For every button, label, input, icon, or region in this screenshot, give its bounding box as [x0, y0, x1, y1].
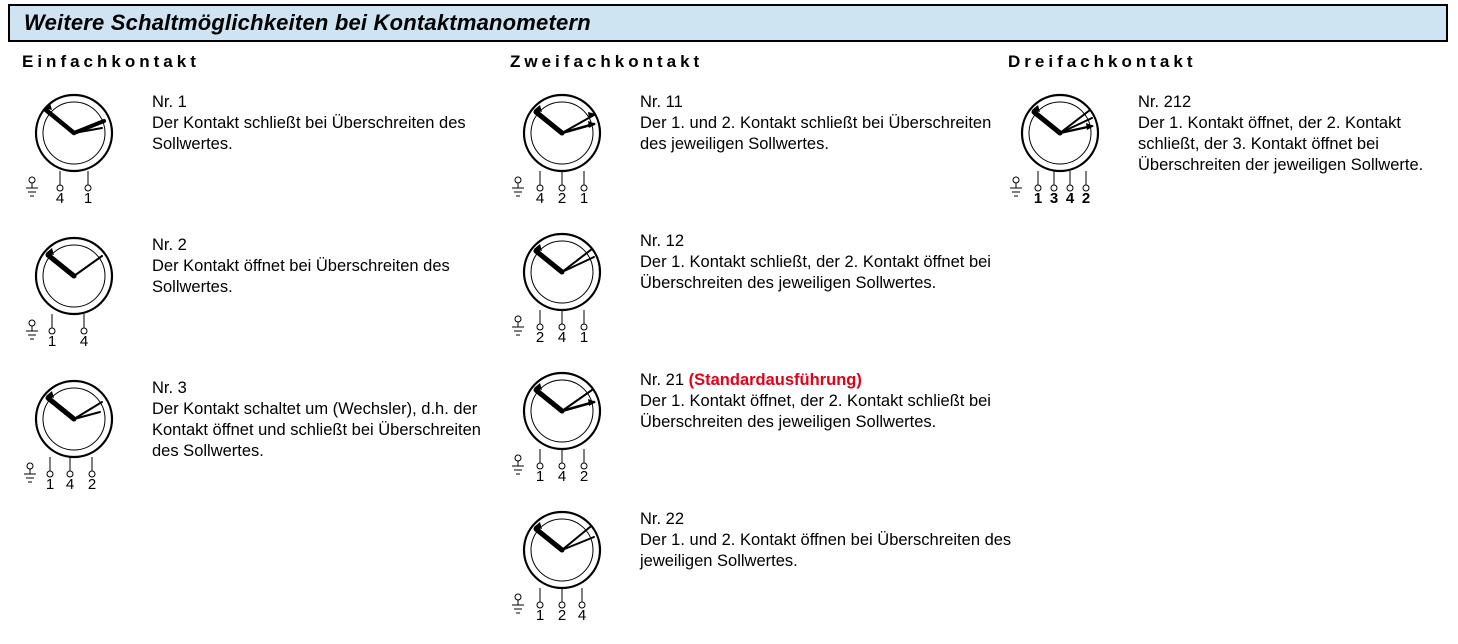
- item-title: Nr. 3: [152, 379, 187, 397]
- svg-text:4: 4: [577, 607, 587, 620]
- svg-text:2: 2: [1081, 190, 1091, 203]
- item-description: Der 1. Kontakt öffnet, der 2. Kontakt schließt, der 3. Kontakt öffnet bei Überschreiten der jeweiligen Sollwerte.: [1138, 114, 1424, 175]
- list-item: [510, 227, 1015, 342]
- svg-text:4: 4: [55, 190, 65, 203]
- item-description: Der Kontakt schließt bei Überschreiten des Sollwertes.: [152, 114, 466, 154]
- item-number: Nr. 21: [640, 371, 685, 389]
- svg-text:2: 2: [535, 329, 545, 342]
- standard-badge: (Standardausführung): [688, 371, 862, 389]
- svg-text:4: 4: [65, 476, 75, 489]
- column-zweifachkontakt: [510, 52, 1015, 644]
- svg-text:1: 1: [579, 329, 589, 342]
- gauge-diagram-nr22: [510, 505, 640, 620]
- column-einfachkontakt: [22, 52, 502, 517]
- svg-text:4: 4: [79, 333, 89, 346]
- column-dreifachkontakt: [1008, 52, 1453, 227]
- item-description: Der 1. und 2. Kontakt schließt bei Überschreiten des jeweiligen Sollwertes.: [640, 114, 992, 154]
- gauge-diagram-nr212: [1008, 88, 1138, 203]
- svg-text:1: 1: [45, 476, 55, 489]
- gauge-diagram-nr3: [22, 374, 152, 489]
- svg-text:1: 1: [579, 190, 589, 203]
- item-title: Nr. 22: [640, 510, 685, 528]
- item-description: Der 1. Kontakt schließt, der 2. Kontakt öffnet bei Überschreiten des jeweiligen Sollwertes.: [640, 253, 991, 293]
- svg-text:2: 2: [557, 190, 567, 203]
- list-item: [22, 88, 502, 203]
- list-item: [22, 231, 502, 346]
- gauge-diagram-nr2: [22, 231, 152, 346]
- gauge-diagram-nr21: [510, 366, 640, 481]
- svg-text:2: 2: [579, 468, 589, 481]
- svg-text:1: 1: [1033, 190, 1043, 203]
- svg-text:1: 1: [83, 190, 93, 203]
- svg-text:4: 4: [535, 190, 545, 203]
- item-title: [640, 370, 1015, 391]
- item-title: Nr. 11: [640, 93, 683, 111]
- svg-text:3: 3: [1049, 190, 1059, 203]
- svg-text:2: 2: [87, 476, 97, 489]
- svg-text:4: 4: [1065, 190, 1075, 203]
- item-description: Der Kontakt öffnet bei Überschreiten des Sollwertes.: [152, 257, 450, 297]
- gauge-diagram-nr1: [22, 88, 152, 203]
- svg-text:1: 1: [535, 607, 545, 620]
- item-title: Nr. 12: [640, 232, 685, 250]
- list-item: [510, 505, 1015, 620]
- svg-text:2: 2: [557, 607, 567, 620]
- column-heading: Dreifachkontakt: [1008, 52, 1197, 71]
- svg-text:1: 1: [535, 468, 545, 481]
- svg-text:1: 1: [47, 333, 57, 346]
- svg-text:4: 4: [557, 329, 567, 342]
- item-title: Nr. 1: [152, 93, 187, 111]
- column-heading: Zweifachkontakt: [510, 52, 704, 71]
- list-item: [1008, 88, 1453, 203]
- svg-text:4: 4: [557, 468, 567, 481]
- list-item: [510, 366, 1015, 481]
- gauge-diagram-nr12: [510, 227, 640, 342]
- list-item: [22, 374, 502, 489]
- header-banner: [8, 4, 1448, 42]
- page-title: Weitere Schaltmöglichkeiten bei Kontaktmanometern: [24, 10, 591, 35]
- item-title: Nr. 2: [152, 236, 187, 254]
- column-heading: Einfachkontakt: [22, 52, 200, 71]
- item-description: Der 1. und 2. Kontakt öffnen bei Überschreiten des jeweiligen Sollwertes.: [640, 531, 1012, 571]
- item-description: Der Kontakt schaltet um (Wechsler), d.h. der Kontakt öffnet und schließt bei Überschreiten des Sollwertes.: [152, 400, 481, 461]
- gauge-diagram-nr11: [510, 88, 640, 203]
- item-description: Der 1. Kontakt öffnet, der 2. Kontakt schließt bei Überschreiten des jeweiligen Sollwertes.: [640, 392, 991, 432]
- item-title: Nr. 212: [1138, 93, 1192, 111]
- list-item: [510, 88, 1015, 203]
